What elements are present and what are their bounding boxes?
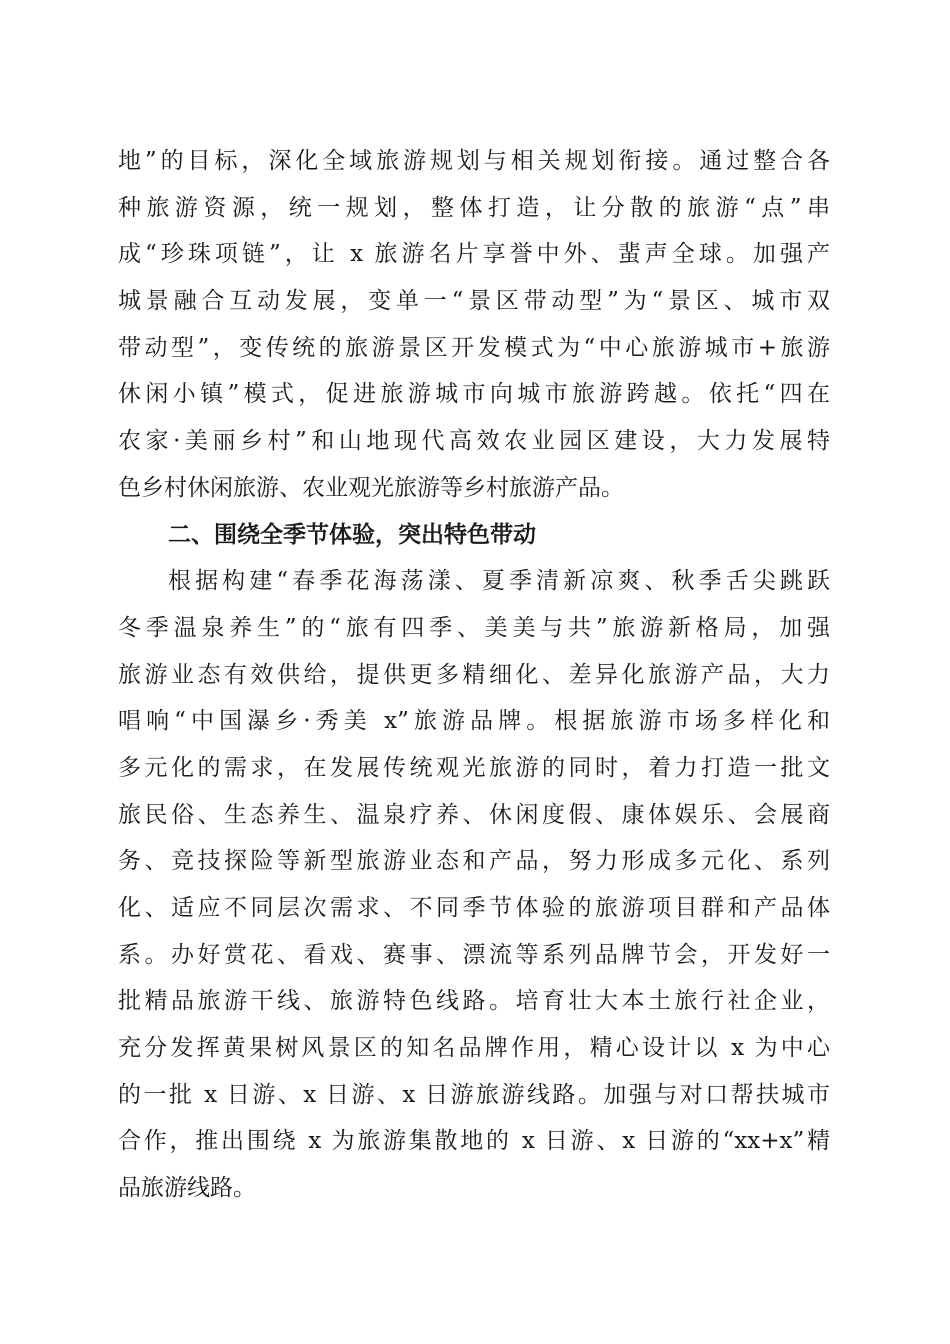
text-line: 农家·美丽乡村”和山地现代高效农业园区建设，大力发展特 [118, 428, 830, 455]
text-line: 城景融合互动发展，变单一“景区带动型”为“景区、城市双 [118, 288, 830, 315]
text-line: 休闲小镇”模式，促进旅游城市向城市旅游跨越。依托“四在 [118, 381, 830, 408]
text-line: 品旅游线路。 [118, 1175, 256, 1202]
text-line: 地”的目标，深化全域旅游规划与相关规划衔接。通过整合各 [118, 148, 830, 174]
paragraph-2 [118, 558, 830, 1212]
document-body [118, 138, 830, 1212]
text-line: 旅民俗、生态养生、温泉疗养、休闲度假、康体娱乐、会展商 [118, 801, 830, 828]
paragraph-1 [118, 138, 830, 512]
text-line: 的一批 x 日游、x 日游、x 日游旅游线路。加强与对口帮扶城市 [118, 1081, 830, 1108]
text-line: 批精品旅游干线、旅游特色线路。培育壮大本土旅行社企业， [118, 988, 830, 1015]
text-line: 旅游业态有效供给，提供更多精细化、差异化旅游产品，大力 [118, 661, 830, 688]
text-line: 带动型”，变传统的旅游景区开发模式为“中心旅游城市+旅游 [118, 334, 830, 361]
text-line: 务、竞技探险等新型旅游业态和产品，努力形成多元化、系列 [118, 848, 830, 875]
text-line: 合作，推出围绕 x 为旅游集散地的 x 日游、x 日游的“xx+x”精 [118, 1128, 830, 1155]
text-line: 充分发挥黄果树风景区的知名品牌作用，精心设计以 x 为中心 [118, 1035, 830, 1062]
text-line: 色乡村休闲旅游、农业观光旅游等乡村旅游产品。 [118, 474, 624, 501]
section-heading: 二、围绕全季节体验，突出特色带动 [168, 521, 536, 548]
text-line: 成“珍珠项链”，让 x 旅游名片享誉中外、蜚声全球。加强产 [118, 241, 830, 268]
text-line: 种旅游资源，统一规划，整体打造，让分散的旅游“点”串 [118, 194, 830, 221]
text-line: 多元化的需求，在发展传统观光旅游的同时，着力打造一批文 [118, 754, 830, 781]
text-line: 冬季温泉养生”的“旅有四季、美美与共”旅游新格局，加强 [118, 614, 830, 641]
text-line: 化、适应不同层次需求、不同季节体验的旅游项目群和产品体 [118, 895, 830, 921]
text-line: 根据构建“春季花海荡漾、夏季清新凉爽、秋季舌尖跳跃 [168, 568, 830, 595]
text-line: 系。办好赏花、看戏、赛事、漂流等系列品牌节会，开发好一 [118, 941, 830, 968]
text-line: 唱响“中国瀑乡·秀美 x”旅游品牌。根据旅游市场多样化和 [118, 708, 830, 735]
